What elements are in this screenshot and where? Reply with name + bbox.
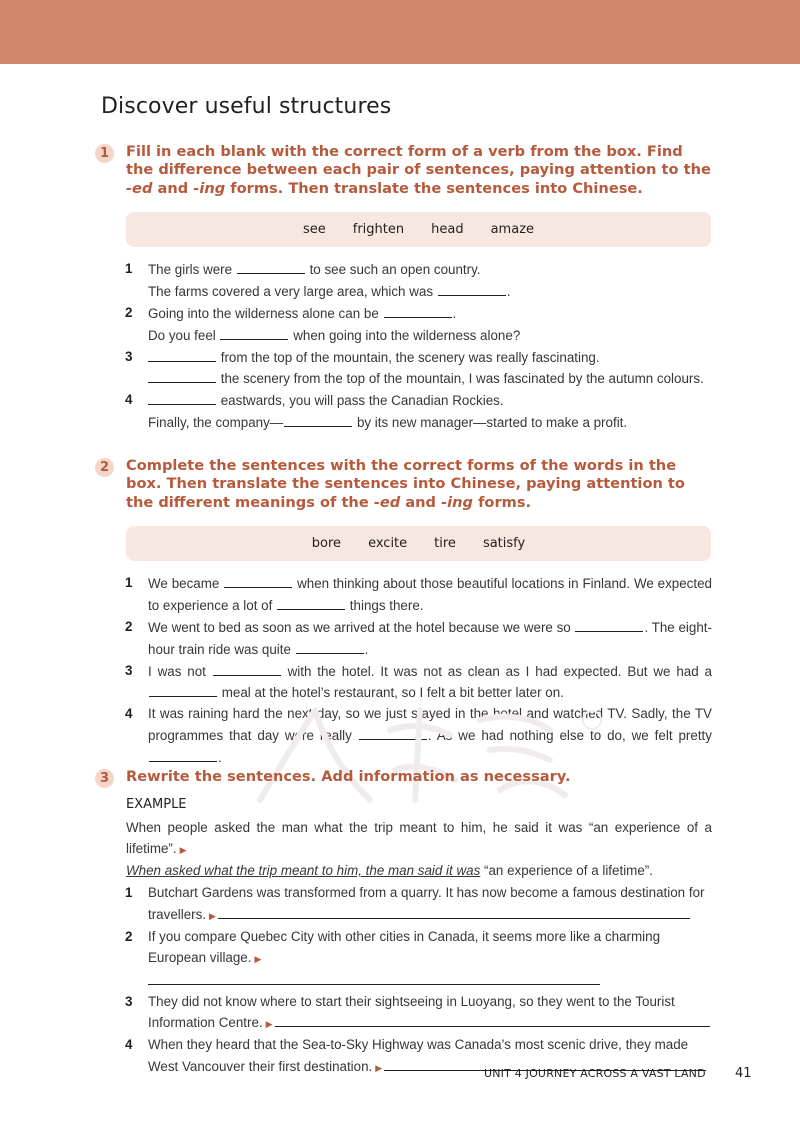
sentence	[148, 368, 712, 390]
instruction-text: Complete the sentences with the correct forms of the words in the box. Then translate the sentences into Chinese, paying attention to the different meanings of the	[126, 457, 685, 511]
exercise-1	[95, 143, 715, 434]
sentence	[148, 390, 712, 412]
item-number: 1	[125, 260, 133, 276]
answer-blank[interactable]	[213, 661, 281, 676]
arrow-icon: ▶	[254, 953, 262, 964]
sentence	[148, 325, 712, 347]
answer-blank[interactable]	[438, 281, 506, 296]
exercise-number: 2	[95, 458, 114, 477]
example-answer-underlined: When asked what the trip meant to him, the man said it was	[126, 863, 481, 879]
sentence-text: When they heard that the Sea-to-Sky Highway was Canada’s most scenic drive, they made West Vancouver their first destination.	[148, 1037, 689, 1075]
page-title: Discover useful structures	[101, 94, 392, 119]
list-item	[125, 661, 712, 705]
example-label: EXAMPLE	[126, 797, 187, 813]
item-number: 3	[125, 662, 133, 678]
sentence	[148, 412, 712, 434]
sentence-text: the scenery from the top of the mountain, I was fascinated by the autumn colours.	[220, 371, 704, 387]
sentence-text: It was raining hard the next day, so we just stayed in the hotel and watched TV. Sadly, the TV programmes that day were really	[148, 706, 712, 744]
exercise-2-header	[95, 457, 715, 512]
exercise-number: 3	[95, 769, 114, 788]
header-band	[0, 0, 800, 64]
sentence-text: We became	[148, 575, 220, 591]
answer-blank[interactable]	[224, 573, 292, 588]
sentence	[148, 281, 712, 303]
word-box-item: excite	[368, 535, 408, 551]
sentence-text: We went to bed as soon as we arrived at the hotel because we were so	[148, 619, 571, 635]
sentence-text: . The eight-hour train ride was quite	[148, 619, 712, 657]
sentence-text: when thinking about those beautiful locations in Finland. We expected to experience a lot of	[148, 575, 712, 613]
list-item	[125, 883, 712, 927]
answer-blank[interactable]	[149, 682, 217, 697]
word-box-item: see	[302, 221, 326, 237]
list-item	[125, 390, 712, 434]
exercise-2-items	[125, 573, 712, 769]
sentence-text: .	[506, 283, 511, 299]
sentence-text: Butchart Gardens was transformed from a quarry. It has now become a famous destination for travellers.	[148, 885, 705, 922]
example-answer	[126, 863, 653, 878]
answer-blank[interactable]	[359, 725, 427, 740]
sentence-text: .	[452, 305, 457, 321]
word-box-item: bore	[311, 535, 342, 551]
word-box-item: amaze	[490, 221, 535, 237]
instruction-ing: -ing	[193, 179, 226, 197]
word-box-2	[126, 526, 711, 561]
sentence-text: Finally, the company—	[148, 415, 284, 431]
answer-line[interactable]	[218, 904, 690, 919]
example-answer-text: “an experience of a lifetime”.	[480, 863, 653, 879]
sentence-text: by its new manager—started to make a profit.	[356, 415, 628, 431]
sentence-text: things there.	[349, 597, 424, 613]
instruction-text: and	[400, 493, 442, 511]
sentence-text: They did not know where to start their sightseeing in Luoyang, so they went to the Tourist Information Centre.	[148, 993, 675, 1031]
word-box-item: tire	[434, 535, 456, 551]
word-box-1	[126, 212, 711, 247]
exercise-1-header	[95, 143, 715, 198]
instruction-ed: -ed	[126, 179, 153, 197]
sentence-text: If you compare Quebec City with other cities in Canada, it seems more like a charming European village.	[148, 928, 661, 965]
item-number: 4	[125, 392, 133, 408]
item-number: 3	[125, 993, 133, 1009]
exercise-3	[95, 768, 715, 1079]
list-item	[125, 303, 712, 347]
sentence-text: The girls were	[148, 261, 233, 277]
item-number: 1	[125, 885, 133, 901]
sentence	[148, 259, 712, 281]
list-item	[125, 573, 712, 617]
footer-unit-title: UNIT 4 JOURNEY ACROSS A VAST LAND	[484, 1067, 706, 1080]
instruction-text: forms.	[472, 493, 532, 511]
sentence-text: from the top of the mountain, the scenery was really fascinating.	[220, 349, 600, 365]
list-item	[125, 927, 712, 992]
page-number: 41	[735, 1066, 752, 1081]
word-box-item: satisfy	[482, 535, 526, 551]
example-question: When people asked the man what the trip meant to him, he said it was “an experience of a lifetime”.	[126, 820, 712, 857]
answer-blank[interactable]	[277, 595, 345, 610]
list-item	[125, 347, 712, 391]
sentence-text: .	[218, 750, 222, 766]
instruction-text: forms. Then translate the sentences into Chinese.	[225, 179, 643, 197]
sentence	[148, 347, 712, 369]
sentence-text: with the hotel. It was not as clean as I had expected. But we had a	[287, 663, 712, 679]
sentence-text: to see such an open country.	[309, 261, 481, 277]
answer-blank[interactable]	[148, 390, 216, 405]
list-item	[125, 704, 712, 769]
instruction-text: Fill in each blank with the correct form of a verb from the box. Find the difference between each pair of sentences, paying attention to the	[126, 143, 711, 179]
answer-blank[interactable]	[220, 325, 288, 340]
instruction-ed: -ed	[373, 493, 401, 511]
exercise-3-header	[95, 768, 715, 786]
answer-line[interactable]	[275, 1012, 710, 1027]
item-number: 1	[125, 574, 133, 590]
exercise-1-instruction	[126, 143, 715, 198]
sentence-text: I was not	[148, 663, 206, 679]
answer-blank[interactable]	[148, 347, 216, 362]
list-item	[125, 617, 712, 661]
sentence-text: The farms covered a very large area, which was	[148, 283, 434, 299]
item-number: 2	[125, 304, 133, 320]
item-number: 4	[125, 1037, 133, 1053]
sentence-text: Do you feel	[148, 327, 216, 343]
arrow-icon: ▶	[265, 1019, 273, 1030]
item-number: 3	[125, 348, 133, 364]
instruction-text: and	[152, 179, 194, 197]
exercise-2-instruction	[126, 457, 715, 512]
exercise-1-items	[125, 259, 712, 434]
answer-blank[interactable]	[296, 639, 364, 654]
exercise-2	[95, 457, 715, 769]
sentence-text: .	[364, 641, 369, 657]
answer-blank[interactable]	[148, 368, 216, 383]
exercise-3-items	[125, 883, 712, 1079]
sentence-text: when going into the wilderness alone?	[293, 327, 521, 343]
item-number: 4	[125, 706, 133, 722]
arrow-icon: ▶	[209, 910, 216, 921]
arrow-icon: ▶	[375, 1063, 383, 1074]
example	[126, 818, 712, 882]
sentence-text: Going into the wilderness alone can be	[148, 305, 379, 321]
answer-blank[interactable]	[149, 747, 217, 762]
sentence	[148, 303, 712, 325]
answer-line[interactable]	[148, 970, 600, 985]
exercise-number: 1	[95, 144, 114, 163]
sentence-text: . As we had nothing else to do, we felt pretty	[427, 728, 712, 744]
exercise-3-instruction: Rewrite the sentences. Add information as necessary.	[126, 768, 571, 785]
sentence-text: eastwards, you will pass the Canadian Rockies.	[220, 393, 504, 409]
word-box-item: head	[431, 221, 464, 237]
item-number: 2	[125, 928, 133, 944]
answer-blank[interactable]	[575, 617, 643, 632]
sentence-text: meal at the hotel’s restaurant, so I felt a bit better later on.	[221, 685, 564, 701]
answer-blank[interactable]	[284, 412, 352, 427]
item-number: 2	[125, 618, 133, 634]
list-item	[125, 259, 712, 303]
word-box-item: frighten	[352, 221, 405, 237]
list-item	[125, 992, 712, 1036]
arrow-icon: ▶	[179, 845, 187, 856]
instruction-ing: -ing	[441, 493, 473, 511]
answer-blank[interactable]	[384, 303, 452, 318]
answer-blank[interactable]	[237, 259, 305, 274]
